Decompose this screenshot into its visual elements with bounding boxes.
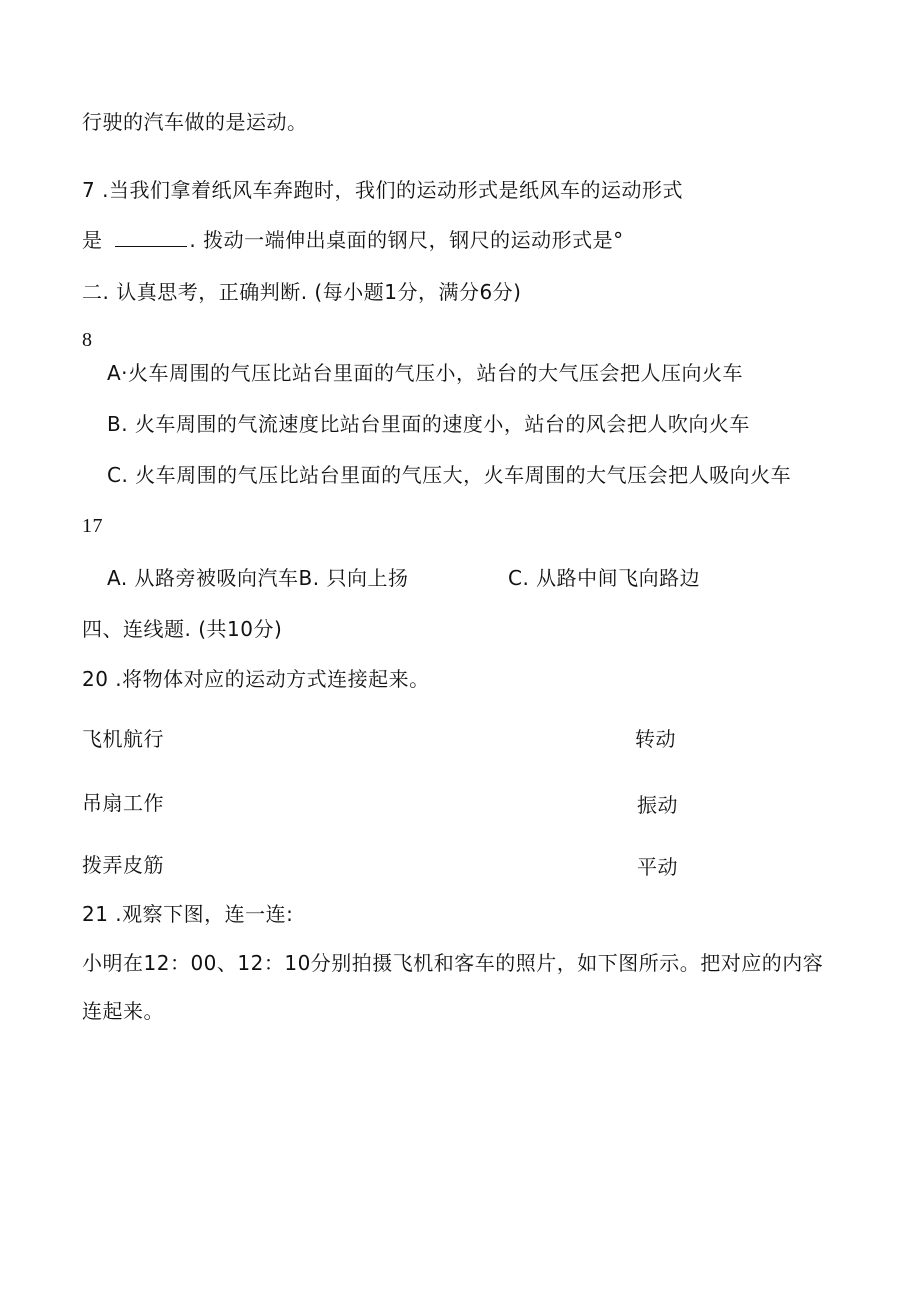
question-21-paragraph-2: 连起来。 bbox=[82, 999, 164, 1023]
question-7-line-1: 7 .当我们拿着纸风车奔跑时，我们的运动形式是纸风车的运动形式 bbox=[82, 178, 683, 202]
question-8-option-c: C. 火车周围的气压比站台里面的气压大，火车周围的大气压会把人吸向火车 bbox=[107, 463, 792, 487]
text-line-motion-car: 行驶的汽车做的是运动。 bbox=[82, 110, 308, 134]
question-20: 20 .将物体对应的运动方式连接起来。 bbox=[82, 667, 430, 691]
question-17-option-c: C. 从路中间飞向路边 bbox=[508, 566, 701, 590]
match-left-2: 吊扇工作 bbox=[82, 791, 164, 815]
match-right-3: 平动 bbox=[637, 855, 678, 879]
match-left-3: 拨弄皮筋 bbox=[82, 853, 164, 877]
question-21-paragraph-1: 小明在12：00、12：10分别拍摄飞机和客车的照片，如下图所示。把对应的内容 bbox=[82, 951, 824, 975]
match-left-1: 飞机航行 bbox=[82, 727, 164, 751]
question-7-suffix: . 拨动一端伸出桌面的钢尺，钢尺的运动形式是° bbox=[189, 228, 624, 252]
answer-blank[interactable] bbox=[115, 228, 187, 247]
question-21: 21 .观察下图，连一连: bbox=[82, 902, 294, 926]
section-2-heading: 二. 认真思考，正确判断. (每小题1分，满分6分) bbox=[82, 280, 522, 304]
question-17-number: 17 bbox=[82, 515, 103, 537]
section-4-heading: 四、连线题. (共10分) bbox=[82, 617, 283, 641]
question-7-line-2 bbox=[82, 226, 624, 254]
question-7-prefix: 是 bbox=[82, 228, 110, 252]
match-right-2: 振动 bbox=[637, 793, 678, 817]
question-8-number: 8 bbox=[82, 329, 93, 351]
question-17-options-ab: A. 从路旁被吸向汽车B. 只向上扬 bbox=[107, 566, 409, 590]
question-8-option-a: A·火车周围的气压比站台里面的气压小，站台的大气压会把人压向火车 bbox=[107, 361, 744, 385]
question-8-option-b: B. 火车周围的气流速度比站台里面的速度小，站台的风会把人吹向火车 bbox=[107, 412, 750, 436]
match-right-1: 转动 bbox=[635, 727, 676, 751]
